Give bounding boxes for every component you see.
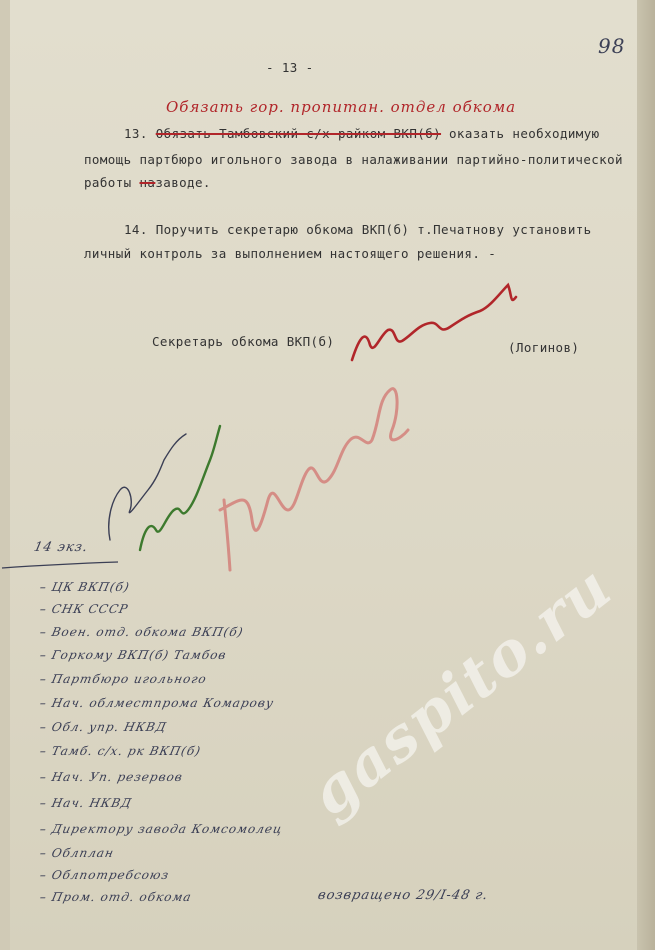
page-edge	[637, 0, 655, 950]
dist-item: – Обл. упр. НКВД	[38, 720, 169, 734]
returned-note: возвращено 29/I-48 г.	[316, 888, 490, 903]
dist-item: – ЦК ВКП(б)	[38, 580, 132, 594]
dist-item: – СНК СССР	[38, 602, 130, 616]
dist-item: – Пром. отд. обкома	[38, 890, 194, 904]
item13-line1-rest: оказать необходимую	[448, 126, 600, 141]
signature-name: (Логинов)	[508, 340, 580, 355]
header-page-number: - 13 -	[266, 60, 314, 75]
dist-item: – Директору завода Комсомолец	[38, 822, 284, 836]
signature-title: Секретарь обкома ВКП(б)	[152, 334, 335, 349]
item13-line3	[84, 175, 211, 190]
copies-note: 14 экз.	[32, 540, 90, 555]
dist-item: – Облпотребсоюз	[38, 868, 171, 882]
item14-line1: 14. Поручить секретарю обкома ВКП(б) т.Печатнову установить	[124, 222, 592, 237]
item13-line3-struck: на	[139, 175, 156, 190]
item13-line3-post: заводе.	[155, 175, 211, 190]
item14-line2: личный контроль за выполнением настоящего решения. -	[84, 246, 497, 261]
red-insertion: Обязать гор. пропитан. отдел обкома	[166, 98, 517, 116]
dist-item: – Нач. облместпрома Комарову	[38, 696, 276, 710]
dist-item: – Облплан	[38, 846, 116, 860]
item13-line1	[124, 126, 600, 141]
binding-strip	[0, 0, 10, 950]
dist-item: – Тамб. с/х. рк ВКП(б)	[38, 744, 203, 758]
watermark: gaspito.ru	[296, 551, 626, 830]
item13-number: 13.	[124, 126, 148, 141]
dist-item: – Горкому ВКП(б) Тамбов	[38, 648, 229, 662]
red-signature	[340, 275, 540, 375]
dist-item: – Нач. НКВД	[38, 796, 134, 810]
item13-line2: помощь партбюро игольного завода в налаживании партийно-политической	[84, 152, 623, 167]
dist-item: – Воен. отд. обкома ВКП(б)	[38, 625, 245, 639]
copies-underline	[0, 556, 120, 576]
item13-line3-pre: работы	[84, 175, 132, 190]
item13-struck-text: Обязать Тамбовский с/х райком ВКП(б)	[155, 126, 442, 141]
dist-item: – Партбюро игольного	[38, 672, 209, 686]
page-number: 98	[598, 34, 626, 58]
pencil-signature	[100, 430, 200, 550]
dist-item: – Нач. Уп. резервов	[38, 770, 185, 784]
